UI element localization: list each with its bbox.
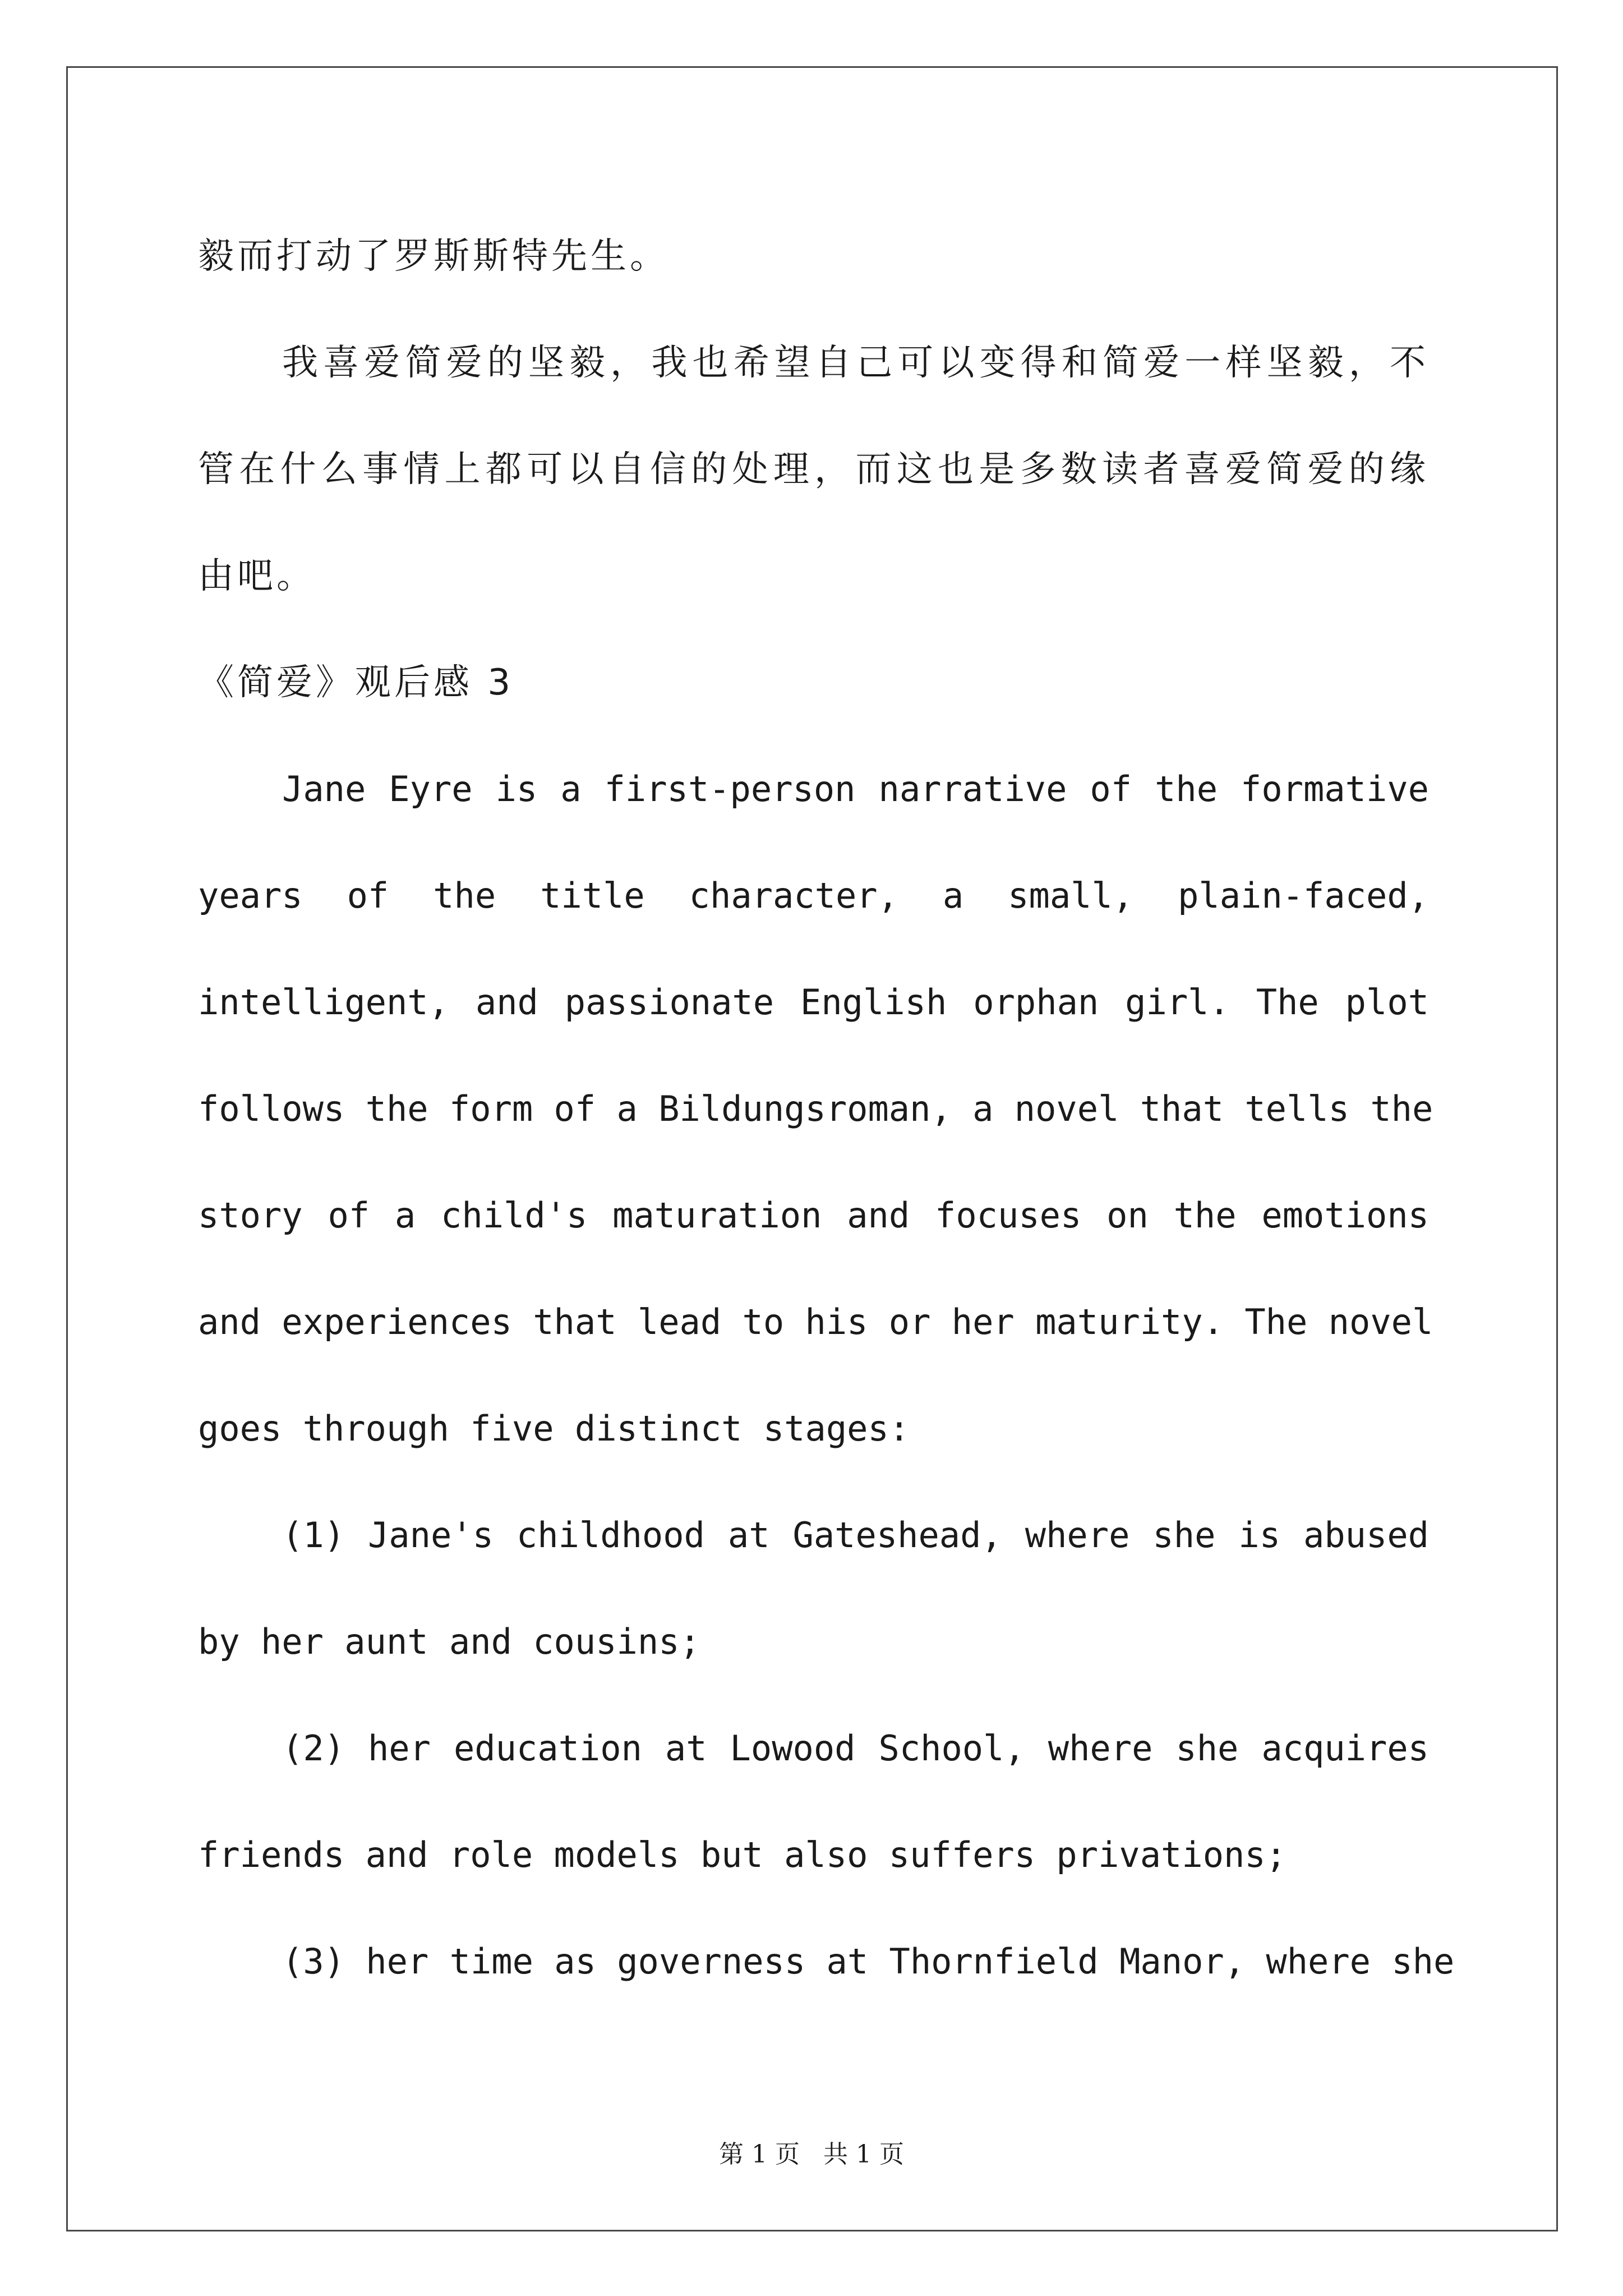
text-line-14: by her aunt and cousins;: [198, 1621, 700, 1662]
text-line-8: intelligent, and passionate English orphan girl. The plot: [198, 982, 1429, 1023]
page-total: 共 1 页: [823, 2140, 904, 2169]
text-line-7: years of the title character, a small, plain-faced,: [198, 875, 1429, 916]
text-line-15: (2) her education at Lowood School, where she acquires: [282, 1728, 1429, 1769]
page-footer: [0, 2134, 1623, 2170]
text-line-12: goes through five distinct stages:: [198, 1408, 910, 1449]
text-line-17: (3) her time as governess at Thornfield Manor, where she: [282, 1941, 1455, 1982]
text-line-9: follows the form of a Bildungsroman, a novel that tells the: [198, 1088, 1433, 1129]
text-line-4: 由吧。: [198, 555, 316, 597]
text-line-3: 管在什么事情上都可以自信的处理，而这也是多数读者喜爱简爱的缘: [198, 449, 1429, 490]
text-line-1: 毅而打动了罗斯斯特先生。: [198, 236, 669, 277]
document-body: [198, 203, 1455, 2015]
text-line-6: Jane Eyre is a first-person narrative of the formative: [282, 769, 1429, 809]
text-line-13: (1) Jane's childhood at Gateshead, where she is abused: [282, 1515, 1429, 1556]
page-number: 第 1 页: [719, 2140, 800, 2169]
text-line-16: friends and role models but also suffers privations;: [198, 1834, 1287, 1875]
text-line-11: and experiences that lead to his or her maturity. The novel: [198, 1301, 1433, 1342]
text-line-2: 我喜爱简爱的坚毅，我也希望自己可以变得和简爱一样坚毅，不: [282, 342, 1429, 384]
text-line-10: story of a child's maturation and focuses on the emotions: [198, 1195, 1429, 1236]
section-heading: 《简爱》观后感 3: [198, 662, 514, 703]
